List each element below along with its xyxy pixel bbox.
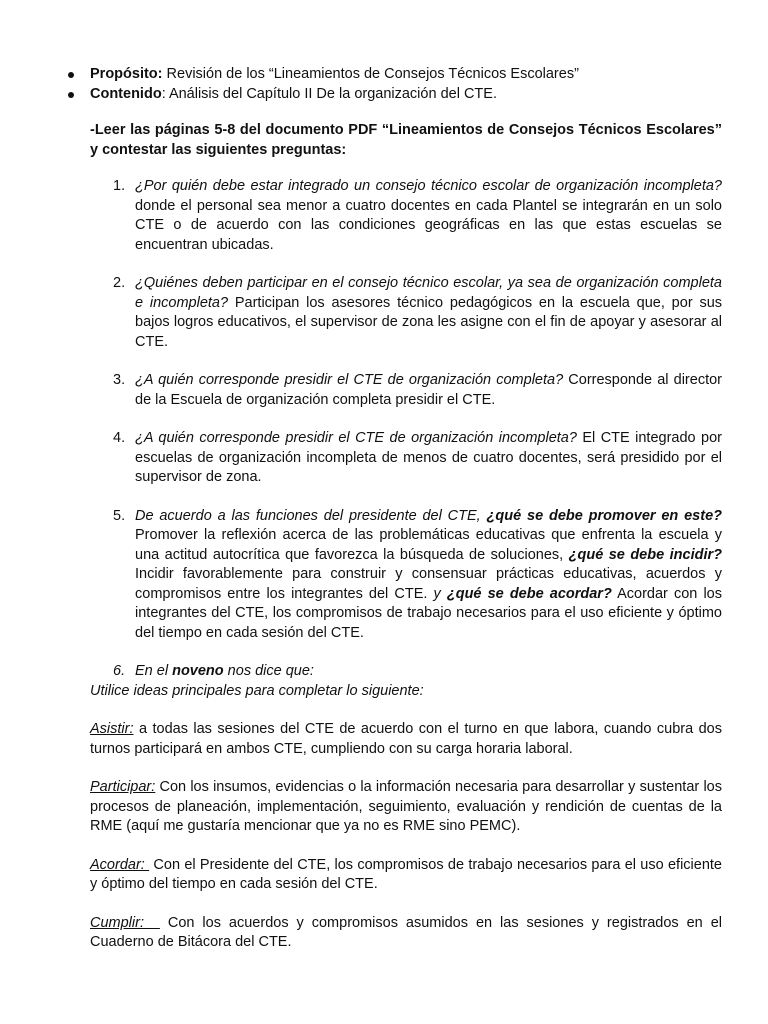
question-text-bold: ¿qué se debe acordar? bbox=[440, 585, 612, 602]
question-number: 6. bbox=[113, 663, 126, 679]
document-body bbox=[90, 65, 722, 953]
question-number: 5. bbox=[113, 507, 126, 524]
bullet-label: Contenido bbox=[90, 85, 162, 102]
question-item bbox=[113, 507, 722, 644]
bullet-icon bbox=[68, 92, 74, 98]
question-text: ¿Quiénes deben participar en el consejo técnico escolar, ya sea de organización completa e incompleta? bbox=[135, 275, 722, 311]
role-heading: Asistir: bbox=[90, 721, 134, 737]
bullet-text: : Análisis del Capítulo II De la organización del CTE. bbox=[161, 85, 497, 102]
answer-text: Participan los asesores técnico pedagógicos en la escuela que, por sus bajos logros educativos, el supervisor de zona les asigne con el fin de apoyar y asesorar al CTE. bbox=[135, 294, 723, 350]
question-text: En el bbox=[135, 663, 173, 679]
role-acordar bbox=[90, 856, 722, 895]
question-list bbox=[90, 177, 722, 682]
bullet-proposito bbox=[90, 65, 722, 85]
answer-text: El CTE integrado por escuelas de organización incompleta de menos de cuatro docentes, será presidido por el supervisor de zona. bbox=[135, 430, 722, 485]
bullet-contenido bbox=[90, 85, 722, 105]
role-heading: Acordar: bbox=[90, 856, 150, 873]
question-text: ¿A quién corresponde presidir el CTE de organización completa? bbox=[135, 372, 564, 388]
question-number: 1. bbox=[113, 178, 126, 194]
question-item bbox=[113, 177, 722, 255]
question-text: ¿Por quién debe estar integrado un consejo técnico escolar de organización incompleta? bbox=[135, 178, 722, 194]
answer-text: Acordar con los integrantes del CTE, los compromisos de trabajo necesarios para el uso eficiente y óptimo del tiempo en cada sesión del CTE. bbox=[135, 585, 722, 641]
role-heading: Participar: bbox=[90, 779, 156, 795]
question-item bbox=[113, 371, 722, 410]
role-participar bbox=[90, 778, 722, 837]
question-number: 4. bbox=[113, 430, 126, 446]
question-item bbox=[113, 274, 723, 352]
answer-text: Incidir favorablemente para construir y consensuar prácticas educativas, acuerdos y compromisos entre los integrantes del CTE. bbox=[135, 566, 722, 602]
instruction-text: Utilice ideas principales para completar lo siguiente: bbox=[90, 682, 424, 699]
bullet-icon bbox=[68, 72, 74, 78]
role-text: Con los insumos, evidencias o la información necesaria para desarrollar y sustentar los procesos de planeación, implementación, seguimiento, evaluación y rendición de cuentas de la RME (aquí me gustaría mencionar que ya no es RME sino PEMC). bbox=[90, 779, 722, 834]
question-text-bold: ¿qué se debe incidir? bbox=[563, 546, 722, 563]
role-text: a todas las sesiones del CTE de acuerdo con el turno en que labora, cuando cubra dos turnos participará en ambos CTE, cumpliendo con su carga horaria laboral. bbox=[90, 721, 722, 757]
answer-text: Promover la reflexión acerca de las problemáticas educativas que enfrenta la escuela y una actitud autocrítica que favorezca la búsqueda de soluciones, bbox=[135, 527, 722, 563]
role-text: Con el Presidente del CTE, los compromisos de trabajo necesarios para el uso eficiente y óptimo del tiempo en cada sesión del CTE. bbox=[90, 856, 722, 892]
question-number: 3. bbox=[113, 372, 126, 388]
question-text-bold: ¿qué se debe promover en este? bbox=[480, 507, 722, 524]
bullet-label: Propósito: bbox=[90, 66, 163, 82]
question-text: De acuerdo a las funciones del presidente del CTE, bbox=[135, 507, 481, 524]
header-bullets bbox=[90, 65, 722, 104]
role-text: Con los acuerdos y compromisos asumidos en las sesiones y registrados en el Cuaderno de Bitácora del CTE. bbox=[90, 914, 722, 950]
answer-text: Corresponde al director de la Escuela de organización completa presidir el CTE. bbox=[135, 372, 722, 408]
intro-instruction: -Leer las páginas 5-8 del documento PDF “Lineamientos de Consejos Técnicos Escolares” y contestar las siguientes preguntas: bbox=[90, 122, 722, 158]
question-text-bold: noveno bbox=[172, 663, 224, 679]
question-connector: y bbox=[427, 585, 441, 602]
question-item bbox=[113, 429, 722, 488]
role-asistir bbox=[90, 720, 722, 759]
question-item bbox=[113, 662, 722, 682]
role-cumplir bbox=[90, 914, 722, 953]
answer-text: donde el personal sea menor a cuatro docentes en cada Plantel se integrarán en un solo CTE o de acuerdo con las condiciones geográficas en las que estas escuelas se encuentran ubicadas. bbox=[135, 197, 722, 253]
role-heading: Cumplir: bbox=[90, 914, 160, 931]
bullet-text: Revisión de los “Lineamientos de Consejos Técnicos Escolares” bbox=[162, 66, 579, 82]
question-number: 2. bbox=[113, 275, 126, 291]
question-text: ¿A quién corresponde presidir el CTE de organización incompleta? bbox=[135, 430, 577, 446]
question-text: nos dice que: bbox=[223, 663, 314, 679]
